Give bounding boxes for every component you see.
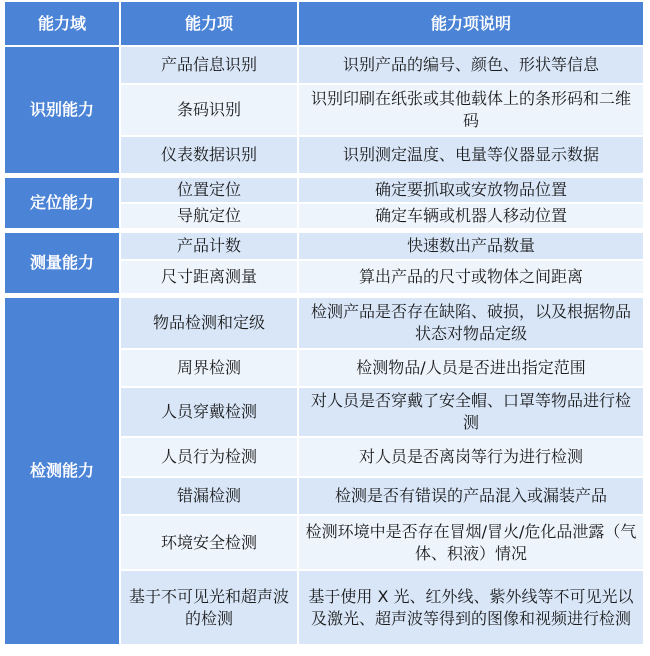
desc-cell: 检测产品是否存在缺陷、破损，以及根据物品状态对物品定级 bbox=[299, 298, 645, 350]
table-row bbox=[5, 298, 645, 350]
item-cell: 仪表数据识别 bbox=[121, 137, 299, 175]
header-desc: 能力项说明 bbox=[299, 2, 645, 47]
item-cell: 条码识别 bbox=[121, 85, 299, 137]
item-cell: 位置定位 bbox=[121, 178, 299, 204]
domain-cell-detection: 检测能力 bbox=[5, 298, 121, 646]
table-row bbox=[5, 178, 645, 204]
item-cell: 尺寸距离测量 bbox=[121, 261, 299, 295]
item-cell: 产品计数 bbox=[121, 233, 299, 261]
desc-cell: 对人员是否离岗等行为进行检测 bbox=[299, 438, 645, 478]
desc-cell: 检测是否有错误的产品混入或漏装产品 bbox=[299, 478, 645, 516]
desc-cell: 检测物品/人员是否进出指定范围 bbox=[299, 350, 645, 388]
item-cell: 人员行为检测 bbox=[121, 438, 299, 478]
header-row bbox=[5, 2, 645, 47]
desc-cell: 基于使用 X 光、红外线、紫外线等不可见光以及激光、超声波等得到的图像和视频进行检测 bbox=[299, 571, 645, 646]
domain-cell-measurement: 测量能力 bbox=[5, 233, 121, 295]
capability-table bbox=[5, 2, 645, 646]
item-cell: 基于不可见光和超声波的检测 bbox=[121, 571, 299, 646]
item-cell: 产品信息识别 bbox=[121, 47, 299, 85]
table-row bbox=[5, 233, 645, 261]
item-cell: 人员穿戴检测 bbox=[121, 388, 299, 438]
desc-cell: 识别测定温度、电量等仪器显示数据 bbox=[299, 137, 645, 175]
item-cell: 物品检测和定级 bbox=[121, 298, 299, 350]
domain-cell-positioning: 定位能力 bbox=[5, 178, 121, 230]
desc-cell: 确定要抓取或安放物品位置 bbox=[299, 178, 645, 204]
desc-cell: 对人员是否穿戴了安全帽、口罩等物品进行检测 bbox=[299, 388, 645, 438]
item-cell: 周界检测 bbox=[121, 350, 299, 388]
domain-cell-recognition: 识别能力 bbox=[5, 47, 121, 175]
header-domain: 能力域 bbox=[5, 2, 121, 47]
desc-cell: 检测环境中是否存在冒烟/冒火/危化品泄露（气体、积液）情况 bbox=[299, 516, 645, 571]
item-cell: 错漏检测 bbox=[121, 478, 299, 516]
item-cell: 环境安全检测 bbox=[121, 516, 299, 571]
header-item: 能力项 bbox=[121, 2, 299, 47]
desc-cell: 识别产品的编号、颜色、形状等信息 bbox=[299, 47, 645, 85]
desc-cell: 识别印刷在纸张或其他载体上的条形码和二维码 bbox=[299, 85, 645, 137]
table-row bbox=[5, 47, 645, 85]
desc-cell: 算出产品的尺寸或物体之间距离 bbox=[299, 261, 645, 295]
desc-cell: 快速数出产品数量 bbox=[299, 233, 645, 261]
item-cell: 导航定位 bbox=[121, 204, 299, 230]
desc-cell: 确定车辆或机器人移动位置 bbox=[299, 204, 645, 230]
